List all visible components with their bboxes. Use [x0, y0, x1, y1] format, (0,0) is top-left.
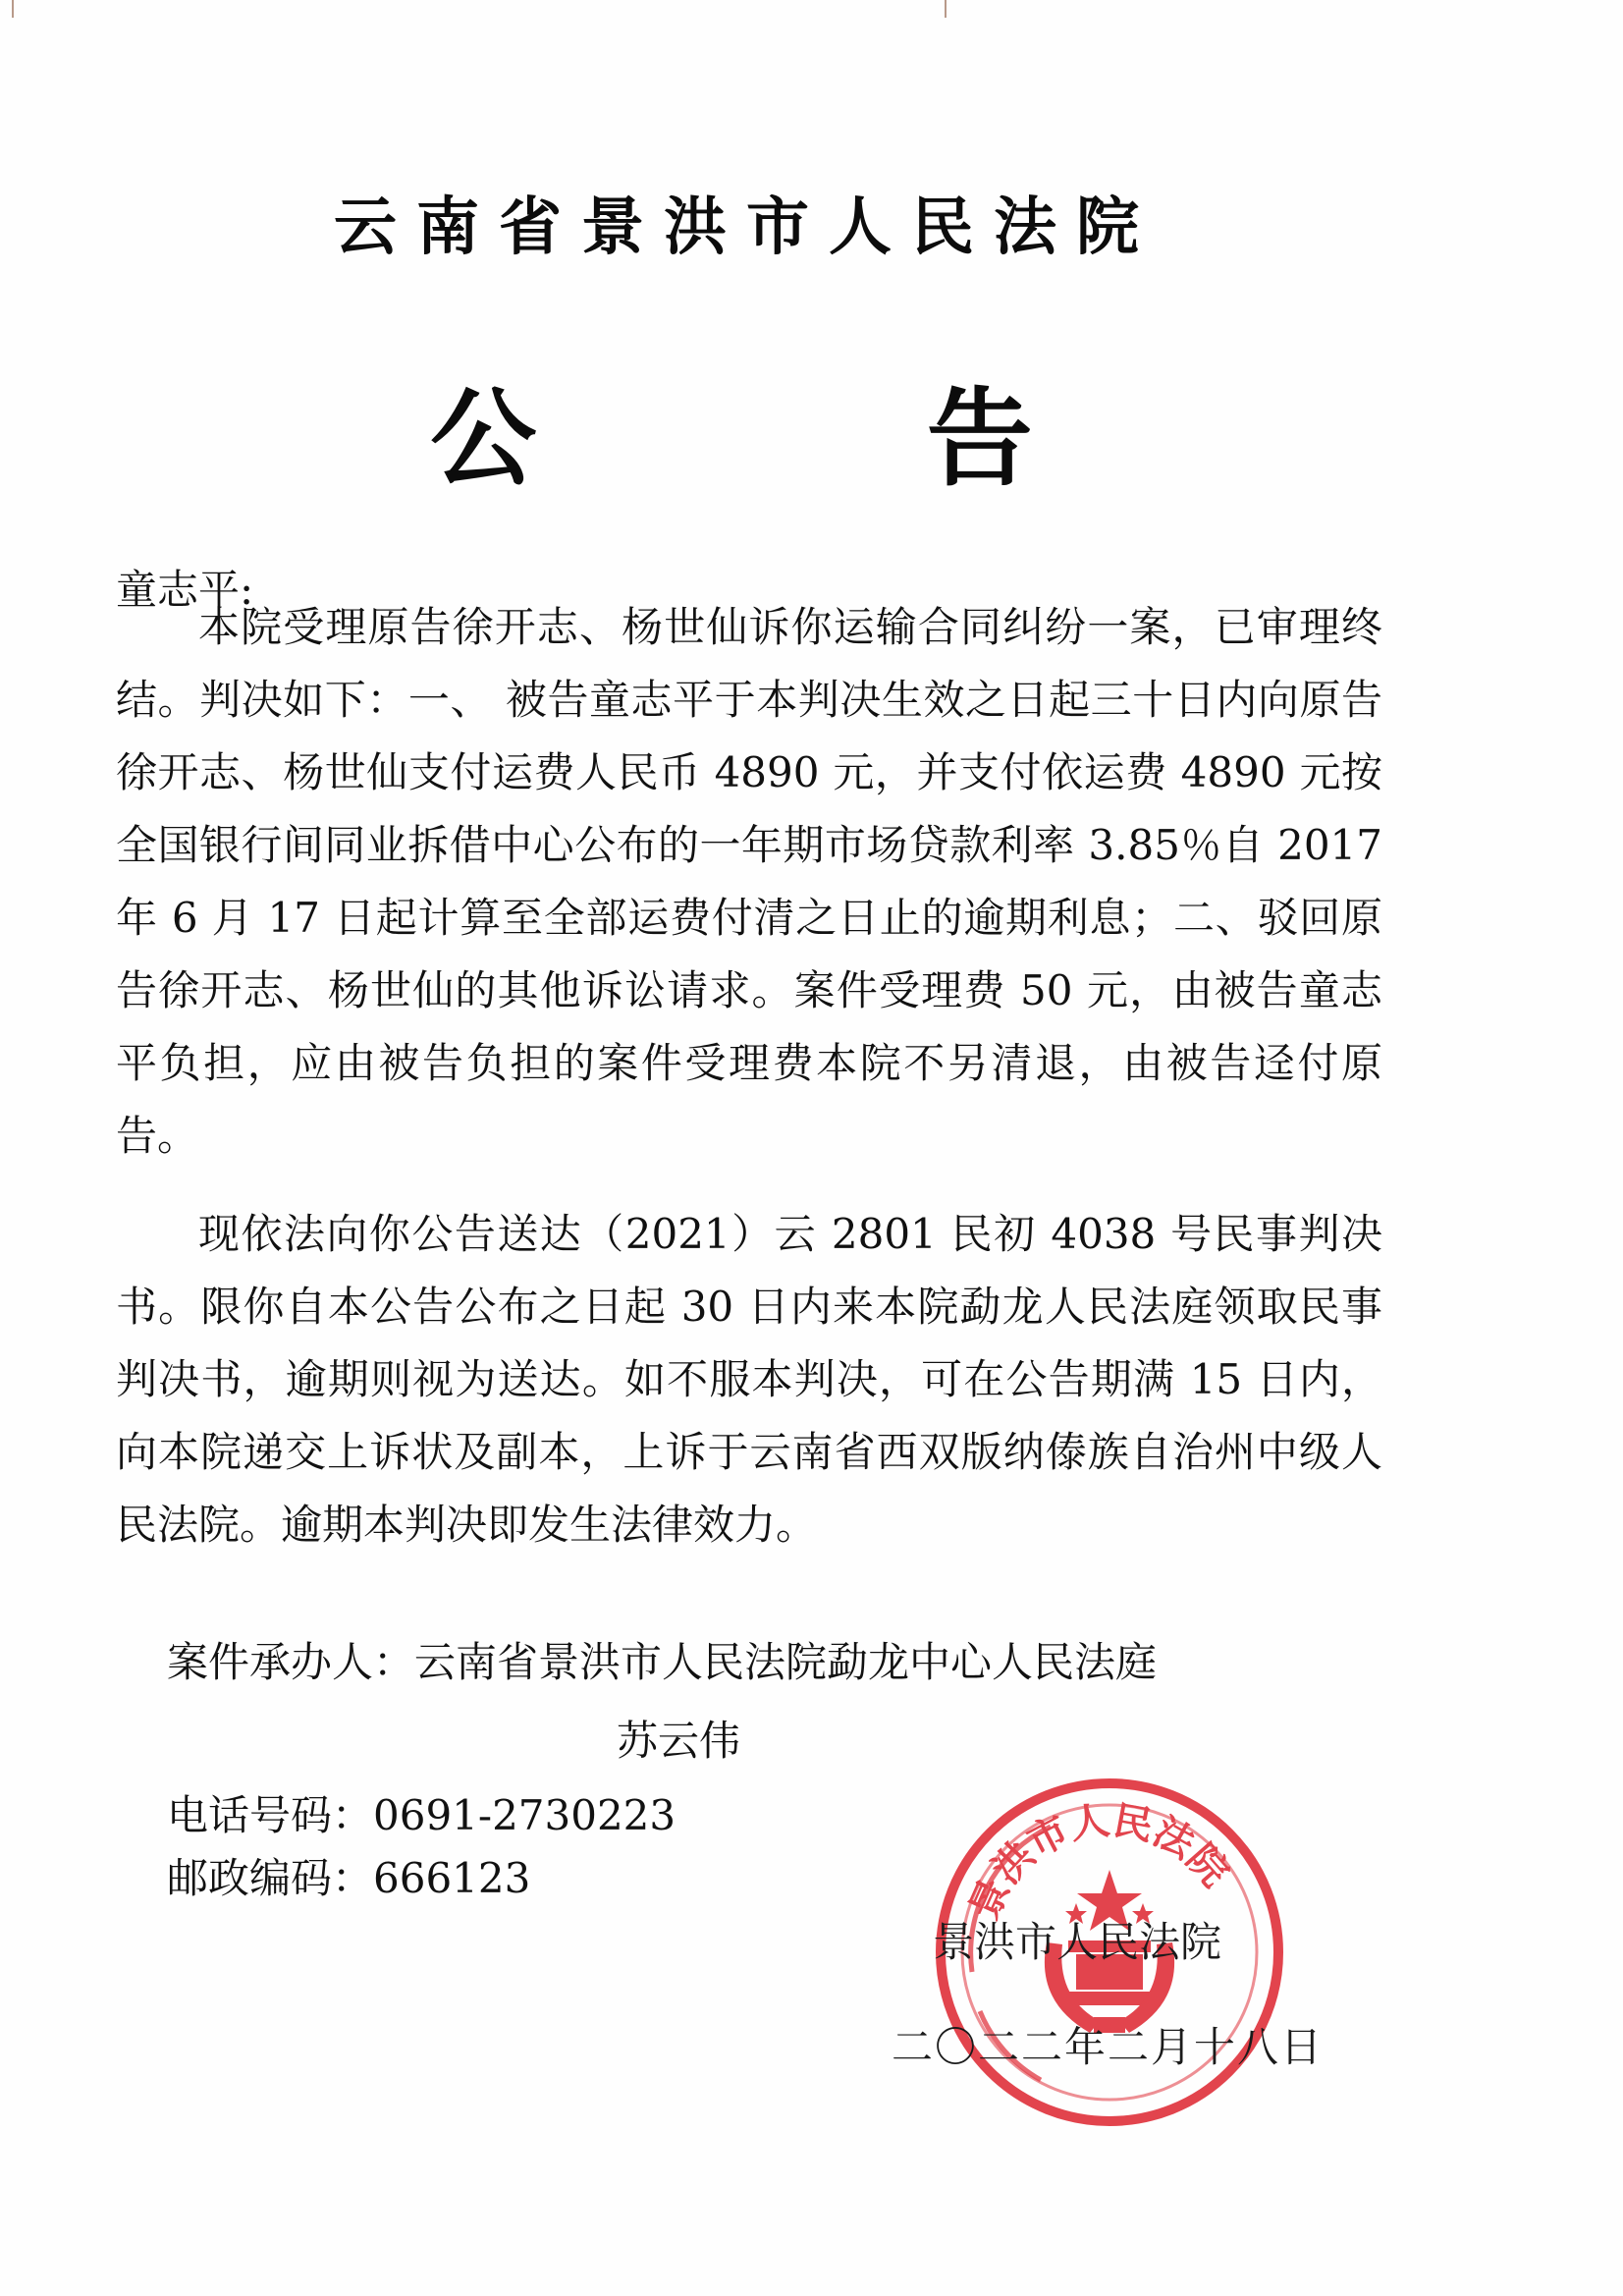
judgment-paragraph: 本院受理原告徐开志、杨世仙诉你运输合同纠纷一案，已审理终结。判决如下：一、 被告童志平于本判决生效之日起三十日内向原告徐开志、杨世仙支付运费人民币 4890 元，并支付依运费 4890 元按全国银行间同业拆借中心公布的一年期市场贷款利率 3.85％自 2017 年 6 月 17 日起计算至全部运费付清之日止的逾期利息；二、驳回原告徐开志、杨世仙的其他诉讼请求。案件受理费 50 元，由被告童志平负担，应由被告负担的案件受理费本院不另清退，由被告迳付原告。: [116, 603, 1382, 1160]
scan-edge-mark: [945, 0, 947, 18]
case-handler-line: 案件承办人：云南省景洪市人民法院勐龙中心人民法庭: [167, 1638, 1158, 1686]
case-handler-name: 苏云伟: [617, 1717, 741, 1765]
issue-date: 二〇二二年二月十八日: [892, 2023, 1325, 2071]
notice-body: [116, 591, 1382, 1561]
seal-arc-text: 景洪市人民法院: [961, 1797, 1238, 1927]
notice-title: 公 告: [430, 378, 1210, 501]
service-paragraph: 现依法向你公告送达（2021）云 2801 民初 4038 号民事判决书。限你自本公告公布之日起 30 日内来本院勐龙人民法庭领取民事判决书，逾期则视为送达。如不服本判决，可在公告期满 15 日内，向本院递交上诉状及副本，上诉于云南省西双版纳傣族自治州中级人民法院。逾期本判决即发生法律效力。: [116, 1210, 1382, 1549]
issuing-court-signature: 景洪市人民法院: [933, 1918, 1222, 1966]
court-name-heading: 云南省景洪市人民法院: [334, 191, 1159, 264]
scan-edge-mark: [12, 0, 14, 18]
phone-number-line: 电话号码：0691-2730223: [167, 1791, 676, 1839]
postal-code-line: 邮政编码：666123: [167, 1854, 531, 1902]
recipient-salutation: 童志平:: [116, 566, 254, 614]
